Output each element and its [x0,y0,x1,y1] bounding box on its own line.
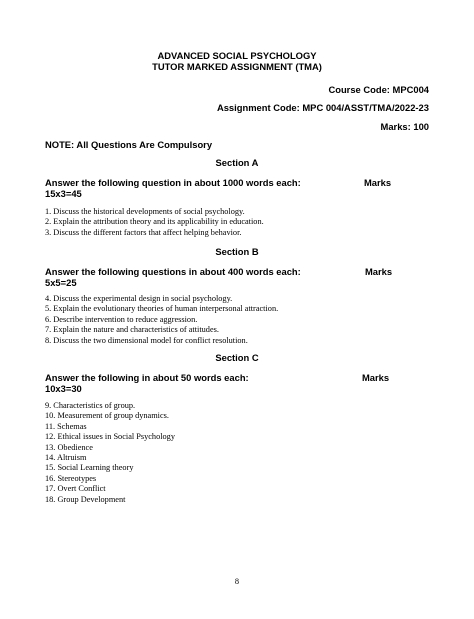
section-c-title: Section C [215,352,259,363]
section-b-instruction: Answer the following questions in about 400 words each: [45,266,301,277]
document-title: TUTOR MARKED ASSIGNMENT (TMA) [152,61,322,72]
question-item: 1. Discuss the historical developments of social psychology. [45,207,245,216]
question-item: 17. Overt Conflict [45,484,106,494]
question-item: 9. Characteristics of group. [45,401,136,410]
section-b-title: Section B [215,246,259,257]
section-a-marks-calc: 15x3=45 [45,188,82,199]
question-item: 13. Obedience [45,442,93,452]
section-a-question-list [45,207,264,238]
question-item: 15. Social Learning theory [45,463,134,473]
compulsory-note: NOTE: All Questions Are Compulsory [45,139,213,150]
section-c-marks-label: Marks [362,372,390,383]
assignment-code: Assignment Code: MPC 004/ASST/TMA/2022-23 [216,102,429,113]
question-item: 12. Ethical issues in Social Psychology [45,432,175,442]
section-a-instruction: Answer the following question in about 1000 words each: [45,177,301,188]
course-title: ADVANCED SOCIAL PSYCHOLOGY [157,50,317,61]
question-item: 6. Describe intervention to reduce aggression. [45,314,198,324]
section-b-marks-label: Marks [365,266,393,277]
question-item: 16. Stereotypes [45,473,97,483]
question-item: 7. Explain the nature and characteristics of attitudes. [45,325,219,335]
section-b-question-list [45,294,278,346]
course-code: Course Code: MPC004 [328,84,429,95]
question-item: 18. Group Development [45,494,126,504]
question-item: 3. Discuss the different factors that affect helping behavior. [45,227,242,237]
section-c-marks-calc: 10x3=30 [45,383,82,394]
question-item: 2. Explain the attribution theory and its applicability in education. [45,217,264,227]
question-item: 8. Discuss the two dimensional model for conflict resolution. [45,335,248,345]
question-item: 14. Altruism [45,453,87,463]
question-item: 5. Explain the evolutionary theories of human interpersonal attraction. [45,304,279,314]
section-c-question-list [45,401,175,505]
total-marks: Marks: 100 [380,121,429,132]
question-item: 11. Schemas [45,421,87,431]
question-item: 4. Discuss the experimental design in social psychology. [45,294,233,303]
question-item: 10. Measurement of group dynamics. [45,411,169,421]
section-a-title: Section A [215,157,259,168]
page-number: 8 [234,577,240,586]
section-a-marks-label: Marks [364,177,392,188]
section-c-instruction: Answer the following in about 50 words each: [45,372,249,383]
section-b-marks-calc: 5x5=25 [45,277,77,288]
